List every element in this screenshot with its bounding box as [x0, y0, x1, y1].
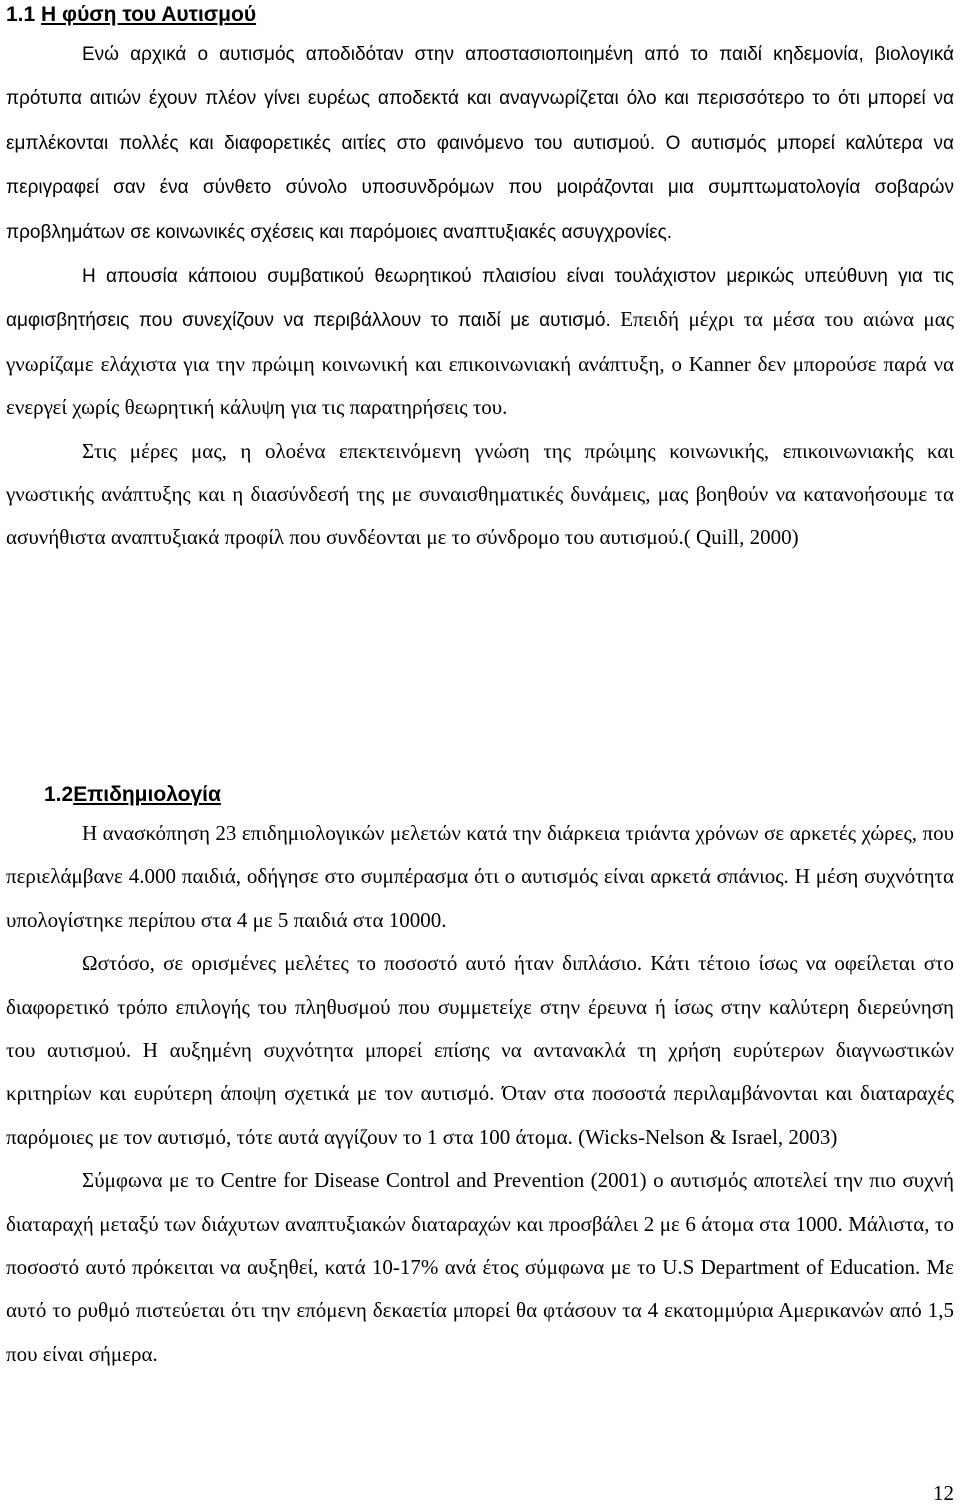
paragraph — [6, 254, 954, 430]
paragraph: Στις μέρες μας, η ολοένα επεκτεινόμενη γνώση της πρώιμης κοινωνικής, επικοινωνιακής και γνωστικής ανάπτυξης και η διασύνδεσή της με συναισθηματικές δυνάμεις, μας βοηθούν να κατανοήσουμε τα ασυνήθιστα αναπτυξιακά προφίλ που συνδέονται με το σύνδρομο του αυτισμού.( Quill, 2000) — [6, 438, 954, 550]
paragraph — [6, 32, 954, 254]
paragraph: Η ανασκόπηση 23 επιδημιολογικών μελετών κατά την διάρκεια τριάντα χρόνων σε αρκετές χώρες, που περιελάμβανε 4.000 παιδιά, οδήγησε στο συμπέρασμα ότι ο αυτισμός είναι αρκετά σπάνιος. Η μέση συχνότητα υπολογίστηκε περίπου στα 4 με 5 παιδιά στα 10000. — [6, 821, 954, 932]
section-body — [6, 812, 954, 1376]
section-title: Επιδημιολογία — [73, 783, 221, 806]
section-heading — [44, 780, 221, 810]
section-body — [6, 32, 954, 560]
paragraph-text: Ενώ αρχικά ο αυτισμός αποδιδόταν στην αποστασιοποιημένη από το παιδί κηδεμονία, βιολογικά πρότυπα αιτιών έχουν πλέον γίνει ευρέως αποδεκτά και αναγνωρίζεται όλο και περισσότερο το ότι μπορεί να εμπλέκονται πολλές και διαφορετικές αιτίες στο φαινόμενο του αυτισμού. — [6, 44, 954, 154]
paragraph: Σύμφωνα με το Centre for Disease Control and Prevention (2001) ο αυτισμός αποτελεί την πιο συχνή διαταραχή μεταξύ των διάχυτων αναπτυξιακών διαταραχών και προσβάλει 2 με 6 άτομα στα 1000. Μάλιστα, το ποσοστό αυτό πρόκειται να αυξηθεί, κατά 10-17% ανά έτος σύμφωνα με το U.S Department of Education. Με αυτό το ρυθμό πιστεύεται ότι την επόμενη δεκαετία μπορεί θα φτάσουν τα 4 εκατομμύρια Αμερικανών από 1,5 που είναι σήμερα. — [6, 1168, 954, 1366]
paragraph-text: Ο αυτισμός μπορεί καλύτερα να περιγραφεί σαν ένα σύνθετο σύνολο υποσυνδρόμων που μοιράζονται μια συμπτωματολογία σοβαρών προβλημάτων σε κοινωνικές σχέσεις και παρόμοιες αναπτυξιακές ασυγχρονίες. — [6, 132, 954, 243]
page-number: 12 — [933, 1481, 954, 1505]
paragraph-text: Επειδή μέχρι τα μέσα του αιώνα μας γνωρίζαμε ελάχιστα για την πρώιμη κοινωνική και επικοινωνιακή ανάπτυξη, ο Kanner δεν μπορούσε παρά να ενεργεί χωρίς θεωρητική κάλυψη για τις παρατηρήσεις του. — [6, 307, 955, 420]
section-heading — [6, 0, 256, 30]
section-title: Η φύση του Αυτισμού — [41, 3, 257, 26]
section-number: 1.1 — [6, 3, 36, 26]
paragraph-text: Η απουσία κάποιου συμβατικού θεωρητικού πλαισίου είναι τουλάχιστον μερικώς υπεύθυνη για τις αμφισβητήσεις που συνεχίζουν να περιβάλλουν το παιδί με αυτισμό. — [6, 266, 954, 332]
section-number: 1.2 — [44, 783, 74, 806]
paragraph: Ωστόσο, σε ορισμένες μελέτες το ποσοστό αυτό ήταν διπλάσιο. Κάτι τέτοιο ίσως να οφείλεται στο διαφορετικό τρόπο επιλογής του πληθυσμού που συμμετείχε στην έρευνα ή ίσως στην καλύτερη διερεύνηση του αυτισμού. Η αυξημένη συχνότητα μπορεί επίσης να αντανακλά τη χρήση ευρύτερων διαγνωστικών κριτηρίων και ευρύτερη άποψη σχετικά με τον αυτισμό. Όταν στα ποσοστά περιλαμβάνονται και διαταραχές παρόμοιες με τον αυτισμό, τότε αυτά αγγίζουν το 1 στα 100 άτομα. (Wicks-Nelson & Israel, 2003) — [6, 951, 954, 1149]
